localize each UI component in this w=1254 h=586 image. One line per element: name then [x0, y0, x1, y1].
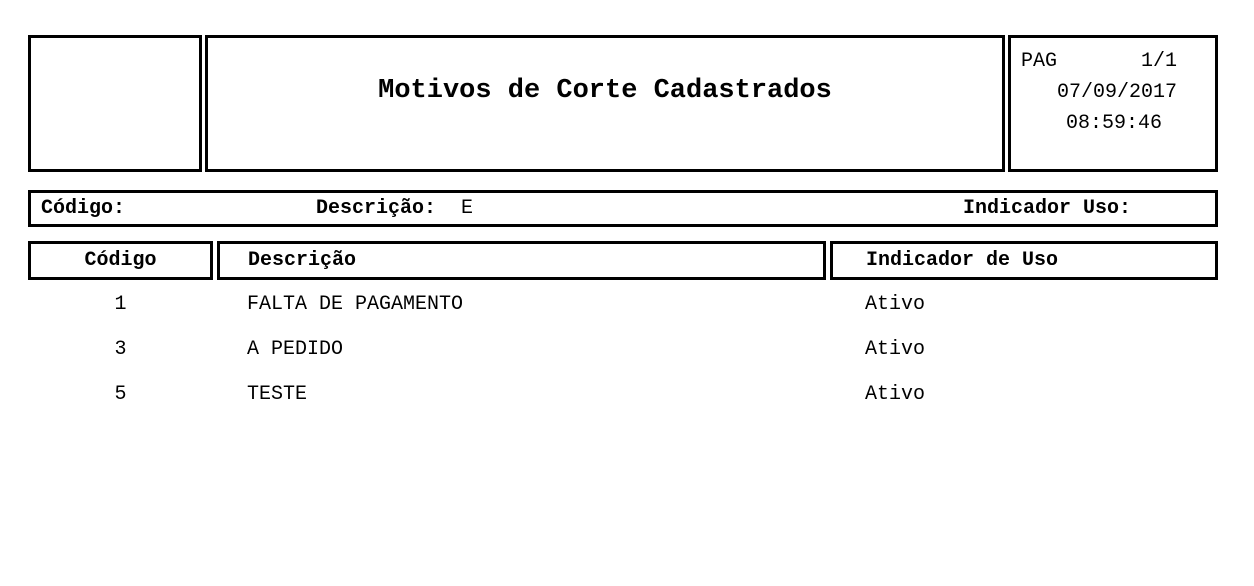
cell-indicador: Ativo [865, 383, 926, 406]
cell-codigo: 1 [114, 293, 127, 316]
filter-indicador-label: Indicador Uso: [963, 197, 1132, 220]
cell-indicador: Ativo [865, 293, 926, 316]
title-box [205, 35, 1005, 172]
report-time: 08:59:46 [1065, 112, 1162, 135]
page-info-line [1021, 46, 1215, 77]
logo-placeholder-box [28, 35, 202, 172]
table-header [28, 241, 1218, 280]
cell-descricao: A PEDIDO [247, 338, 344, 361]
table-body [28, 282, 1218, 417]
column-header-codigo: Código [28, 241, 213, 280]
table-row [28, 372, 1218, 417]
column-header-descricao: Descrição [217, 241, 826, 280]
cell-descricao: TESTE [247, 383, 308, 406]
page-label: PAG [1021, 50, 1058, 73]
table-row [28, 327, 1218, 372]
cell-codigo: 5 [114, 383, 127, 406]
table-row [28, 282, 1218, 327]
filter-descricao-label: Descrição: [316, 197, 437, 220]
cell-indicador: Ativo [865, 338, 926, 361]
column-header-indicador-de-uso: Indicador de Uso [830, 241, 1218, 280]
report-title: Motivos de Corte Cadastrados [378, 76, 832, 106]
page-info-box [1008, 35, 1218, 172]
report-date: 07/09/2017 [1056, 81, 1177, 104]
filter-bar [28, 190, 1218, 227]
cell-codigo: 3 [114, 338, 127, 361]
page-number: 1/1 [1140, 50, 1177, 73]
filter-descricao-value: E [461, 197, 474, 220]
cell-descricao: FALTA DE PAGAMENTO [247, 293, 464, 316]
filter-codigo-label: Código: [41, 197, 126, 220]
report-header [28, 35, 1218, 172]
